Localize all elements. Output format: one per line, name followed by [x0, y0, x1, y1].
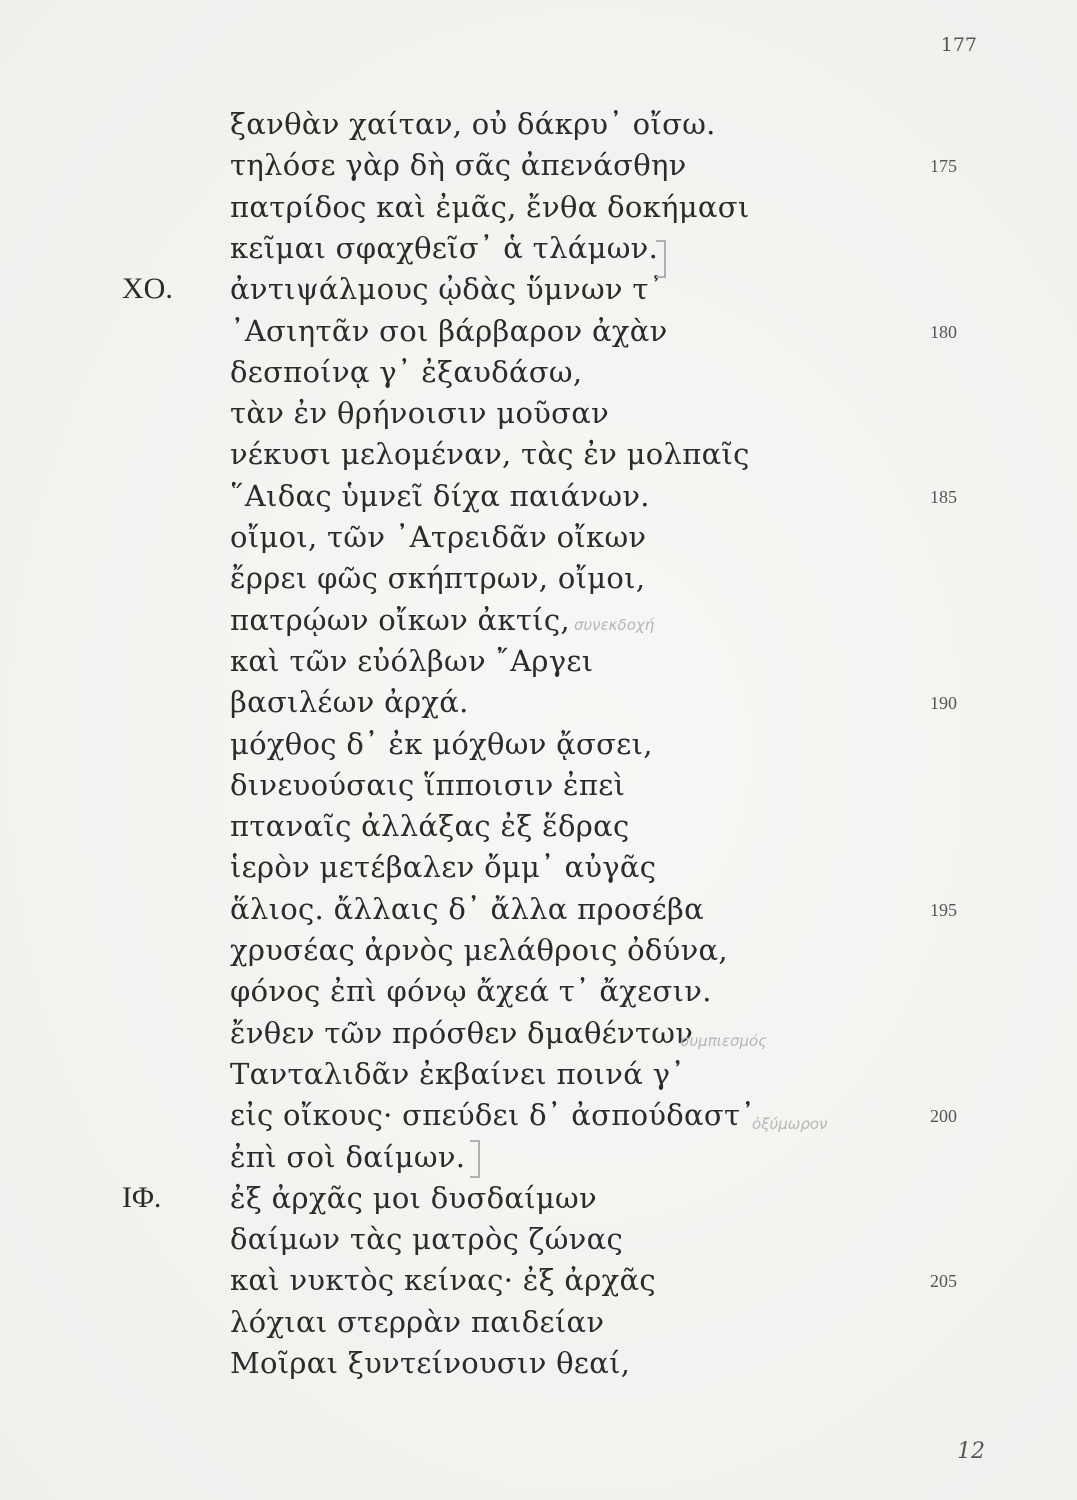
verse-text: ἀντιψάλμους ᾠδὰς ὕμνων τ᾽ [230, 272, 664, 307]
line-number: 200 [930, 1106, 957, 1127]
pencil-note: συνεκδοχή [574, 616, 655, 634]
verse-line [0, 846, 1077, 888]
verse-text: τηλόσε γὰρ δὴ σᾶς ἀπενάσθην [230, 148, 687, 183]
verse-line [0, 186, 1077, 228]
verse-text: Μοῖραι ξυντείνουσιν θεαί, [230, 1346, 631, 1380]
verse-text: ἔνθεν τῶν πρόσθεν δμαθέντων [230, 1015, 694, 1050]
verse-text: πταναῖς ἀλλάξας ἐξ ἕδρας [230, 809, 630, 844]
verse-line [0, 1012, 1077, 1054]
verse-line [0, 599, 1077, 641]
verse-text: φόνος ἐπὶ φόνῳ ἄχεά τ᾽ ἄχεσιν. [230, 974, 712, 1009]
verse-line [0, 888, 1077, 930]
verse-text: δινευούσαις ἵπποισιν ἐπεὶ [230, 767, 626, 802]
verse-line [0, 1177, 1077, 1219]
verse-text: ἱερὸν μετέβαλεν ὄμμ᾽ αὐγᾶς [230, 850, 657, 885]
verse-line [0, 1342, 1077, 1384]
verse-text: λόχιαι στερρὰν παιδείαν [230, 1304, 605, 1339]
verse-text: ἐξ ἀρχᾶς μοι δυσδαίμων [230, 1180, 597, 1215]
verse-line [0, 1259, 1077, 1301]
verse-line [0, 516, 1077, 558]
verse-line [0, 1218, 1077, 1260]
pencil-bracket [656, 240, 666, 278]
speaker-label: ΧΟ. [122, 272, 173, 306]
line-number: 180 [930, 321, 957, 342]
verse-line [0, 681, 1077, 723]
verse-text: δεσποίνᾳ γ᾽ ἐξαυδάσω, [230, 354, 583, 389]
verse-text: ᾽Ασιητᾶν σοι βάρβαρον ἀχὰν [230, 313, 668, 348]
line-number: 185 [930, 486, 957, 507]
verse-line [0, 103, 1077, 145]
verse-line [0, 557, 1077, 599]
verse-text: Τανταλιδᾶν ἐκβαίνει ποινά γ᾽ [230, 1056, 686, 1091]
speaker-label: ΙΦ. [122, 1180, 162, 1214]
verse-text: ξανθὰν χαίταν, οὐ δάκρυ᾽ οἴσω. [230, 107, 716, 141]
verse-text: τὰν ἐν θρήνοισιν μοῦσαν [230, 396, 610, 431]
verse-text: χρυσέας ἀρνὸς μελάθροις ὀδύνα, [230, 933, 728, 967]
verse-line [0, 640, 1077, 682]
verse-line [0, 1094, 1077, 1136]
line-number: 175 [930, 156, 957, 177]
verse-text: κεῖμαι σφαχθεῖσ᾽ ἁ τλάμων. [230, 230, 659, 265]
verse-line [0, 1053, 1077, 1095]
verse-line [0, 392, 1077, 434]
verse-line [0, 805, 1077, 847]
verse-line [0, 1136, 1077, 1178]
verse-text: ἐπὶ σοὶ δαίμων. [230, 1139, 466, 1174]
verse-text: καὶ τῶν εὐόλβων ῎Αργει [230, 643, 594, 678]
verse-text: δαίμων τὰς ματρὸς ζώνας [230, 1222, 624, 1257]
verse-line [0, 310, 1077, 352]
verse-text: βασιλέων ἀρχά. [230, 685, 469, 720]
line-number: 205 [930, 1271, 957, 1292]
verse-line [0, 723, 1077, 765]
signature-mark: 12 [957, 1439, 985, 1464]
verse-text: νέκυσι μελομέναν, τὰς ἐν μολπαῖς [230, 437, 750, 472]
verse-text: ἅλιος. ἄλλαις δ᾽ ἄλλα προσέβα [230, 891, 704, 926]
verse-line [0, 764, 1077, 806]
pencil-note: συμπιεσμός [680, 1032, 767, 1050]
verse-line [0, 268, 1077, 310]
verse-text: ἔρρει φῶς σκήπτρων, οἴμοι, [230, 561, 646, 596]
verse-line [0, 929, 1077, 971]
verse-line [0, 227, 1077, 269]
verse-text: ῞Αιδας ὑμνεῖ δίχα παιάνων. [230, 478, 650, 513]
verse-line [0, 351, 1077, 393]
verse-text: πατρῴων οἴκων ἀκτίς, [230, 602, 570, 637]
line-number: 190 [930, 693, 957, 714]
verse-line [0, 144, 1077, 186]
verse-line [0, 970, 1077, 1012]
verse-text: πατρίδος καὶ ἐμᾶς, ἔνθα δοκήμασι [230, 189, 750, 224]
verse-text: οἴμοι, τῶν ᾽Ατρειδᾶν οἴκων [230, 520, 647, 554]
page-number: 177 [940, 34, 977, 56]
verse-text: μόχθος δ᾽ ἐκ μόχθων ᾄσσει, [230, 726, 653, 761]
verse-text: καὶ νυκτὸς κείνας· ἐξ ἀρχᾶς [230, 1263, 656, 1298]
verse-line [0, 475, 1077, 517]
verse-line [0, 1301, 1077, 1343]
verse-line [0, 433, 1077, 475]
pencil-note: ὀξύμωρον [752, 1115, 828, 1133]
pencil-bracket [470, 1140, 480, 1178]
line-number: 195 [930, 899, 957, 920]
verse-text: εἰς οἴκους· σπεύδει δ᾽ ἀσπούδαστ᾽ [230, 1098, 756, 1133]
